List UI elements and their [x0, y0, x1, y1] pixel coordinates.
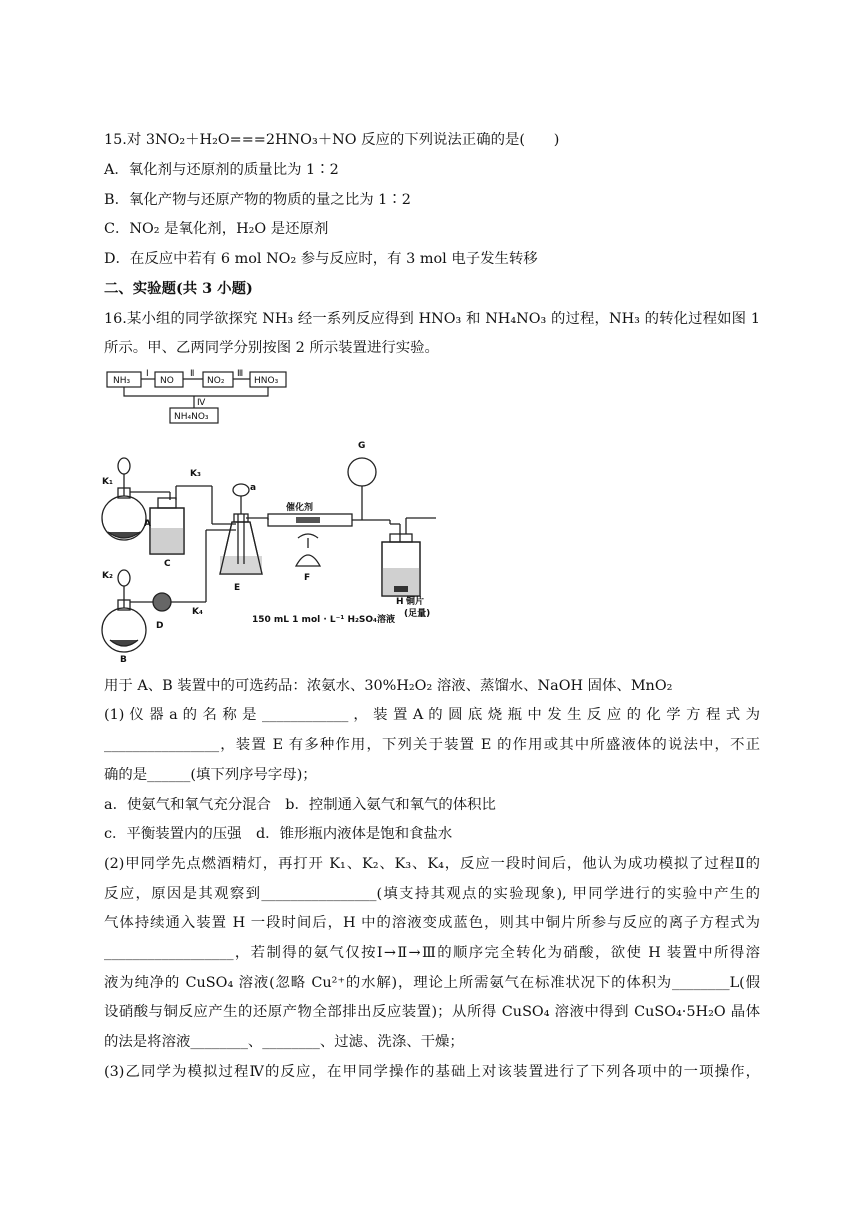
question-16-stem-line2: 所示。甲、乙两同学分别按图 2 所示装置进行实验。 — [104, 340, 439, 356]
flow-hno3: HNO₃ — [254, 376, 279, 386]
flow-step-2: Ⅱ — [190, 369, 195, 379]
flow-step-1: Ⅰ — [146, 369, 149, 379]
label-k4: K₄ — [192, 607, 203, 617]
flow-nh4no3: NH₄NO₃ — [174, 412, 209, 422]
part-1-line2: ________________，装置 E 有多种作用，下列关于装置 E 的作用或其中所盛液体的说法中，不正 — [104, 737, 760, 753]
part-2-line3: 气体持续通入装置 H 一段时间后，H 中的溶液变成蓝色，则其中铜片所参与反应的离子方程式为 — [104, 915, 760, 931]
part-2-line4: __________________，若制得的氨气仅按Ⅰ→Ⅱ→Ⅲ的顺序完全转化为硝酸，欲使 H 装置中所得溶 — [104, 945, 760, 961]
part-2-line5: 液为纯净的 CuSO₄ 溶液(忽略 Cu²⁺的水解)，理论上所需氨气在标准状况下的体积为________L(假 — [104, 975, 760, 991]
label-c: C — [164, 559, 171, 569]
label-g: G — [358, 441, 366, 451]
flow-no: NO — [160, 376, 174, 386]
part-2-line1: (2)甲同学先点燃酒精灯，再打开 K₁、K₂、K₃、K₄，反应一段时间后，他认为成功模拟了过程Ⅱ的 — [104, 856, 760, 872]
label-e: E — [234, 583, 241, 593]
label-d: D — [156, 621, 164, 631]
label-solution: 150 mL 1 mol · L⁻¹ H₂SO₄溶液 — [252, 615, 396, 625]
label-copper: 铜片 — [406, 597, 425, 607]
section-heading: 二、实验题(共 3 小题) — [104, 280, 253, 297]
apparatus-figure — [100, 368, 760, 668]
label-a: A — [144, 519, 151, 529]
label-catalyst: 催化剂 — [286, 503, 314, 513]
reagent-list: 用于 A、B 装置中的可选药品：浓氨水、30%H₂O₂ 溶液、蒸馏水、NaOH 固体、MnO₂ — [104, 678, 673, 694]
flow-step-3: Ⅲ — [237, 369, 244, 379]
option-a: A．氧化剂与还原剂的质量比为 1∶2 — [104, 162, 339, 178]
flow-nh3: NH₃ — [113, 376, 131, 386]
question-16-stem-line1: 16.某小组的同学欲探究 NH₃ 经一系列反应得到 HNO₃ 和 NH₄NO₃ 的过程，NH₃ 的转化过程如图 1 — [104, 311, 760, 327]
label-excess: (足量) — [404, 609, 431, 619]
part-2-line7: 的法是将溶液________、________、过滤、洗涤、干燥； — [104, 1034, 464, 1050]
label-h: H — [396, 597, 404, 607]
option-c: C．NO₂ 是氧化剂，H₂O 是还原剂 — [104, 221, 329, 237]
option-b: B．氧化产物与还原产物的物质的量之比为 1∶2 — [104, 192, 411, 208]
label-k1: K₁ — [102, 477, 113, 487]
flow-step-4: Ⅳ — [197, 398, 206, 408]
part-1-options-ab: a．使氨气和氧气充分混合 b．控制通入氨气和氧气的体积比 — [104, 797, 496, 813]
part-1-line1: (1) 仪 器 a 的 名 称 是 ____________ ， 装 置 A 的 圆 底 烧 瓶 中 发 生 反 应 的 化 学 方 程 式 为 — [104, 707, 760, 723]
part-3-line1: (3)乙同学为模拟过程Ⅳ的反应，在甲同学操作的基础上对该装置进行了下列各项中的一项操作， — [104, 1064, 760, 1080]
part-2-line6: 设硝酸与铜反应产生的还原产物全部排出反应装置)；从所得 CuSO₄ 溶液中得到 CuSO₄·5H₂O 晶体 — [104, 1004, 760, 1020]
question-15-stem: 15.对 3NO₂＋H₂O===2HNO₃＋NO 反应的下列说法正确的是( ) — [104, 132, 560, 148]
option-d: D．在反应中若有 6 mol NO₂ 参与反应时，有 3 mol 电子发生转移 — [104, 251, 538, 267]
label-b: B — [120, 655, 127, 665]
label-small-a: a — [250, 483, 257, 493]
label-f: F — [304, 573, 311, 583]
part-1-line3: 确的是______(填下列序号字母)； — [104, 767, 317, 783]
part-2-line2: 反应，原因是其观察到________________(填支持其观点的实验现象), 甲同学进行的实验中产生的 — [104, 886, 760, 902]
flow-no2: NO₂ — [207, 376, 225, 386]
label-k3: K₃ — [190, 469, 201, 479]
part-1-options-cd: c．平衡装置内的压强 d．锥形瓶内液体是饱和食盐水 — [104, 826, 453, 842]
label-k2: K₂ — [102, 571, 113, 581]
